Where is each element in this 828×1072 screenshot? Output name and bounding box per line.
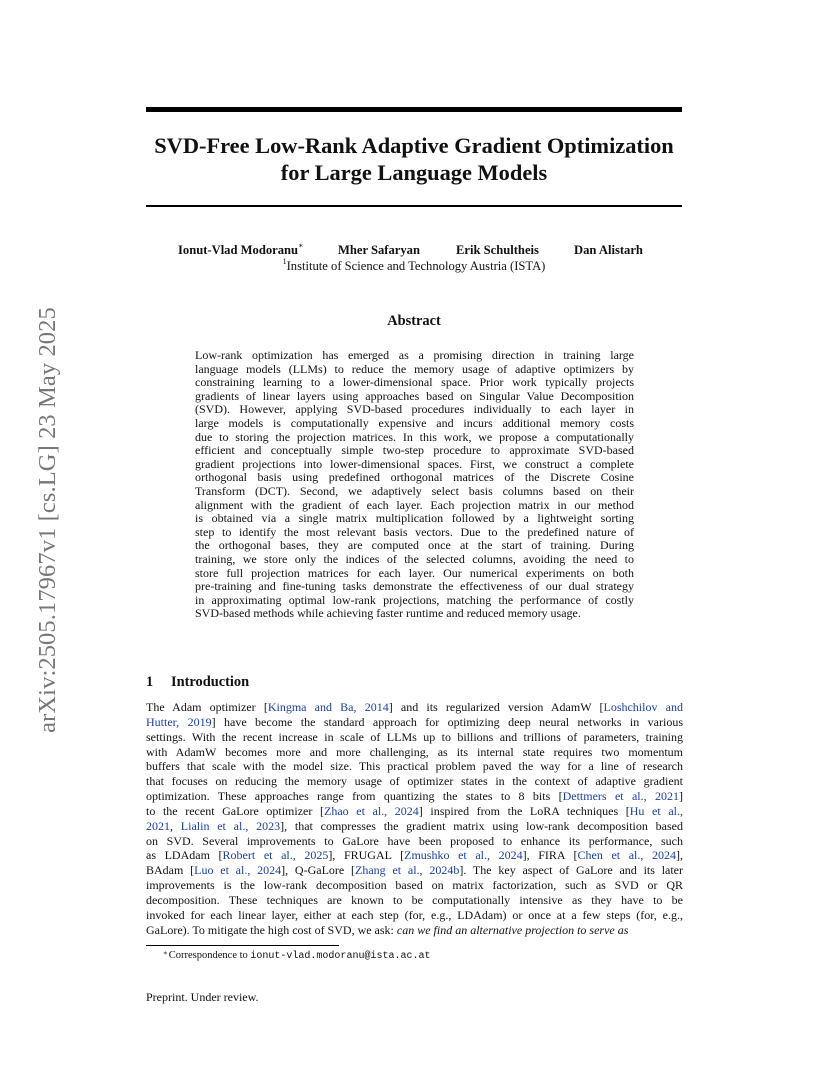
intro-line [146, 863, 683, 878]
intro-line [146, 878, 683, 893]
body-text: settings. With the recent increase in scale of LLMs up to billions and trillions of parameters, training [146, 729, 683, 744]
abstract-line: training, we store only the indices of the selected columns, avoiding the need to [195, 551, 634, 566]
body-text: to the recent GaLore optimizer [ [146, 803, 324, 818]
body-text: ] have become the standard approach for optimizing deep neural networks in various [211, 714, 683, 729]
abstract-line: step to identify the most relevant basis vectors. Due to the predefined nature of [195, 524, 634, 539]
emphasis-text: can we find an alternative projection to serve as [396, 922, 629, 937]
body-text: ], FRUGAL [ [328, 848, 405, 863]
citation-link[interactable]: Robert et al., 2025 [222, 848, 329, 863]
body-text: ], Q-GaLore [ [281, 863, 356, 878]
abstract-line: efficient and conceptually simple two-step procedure to approximate SVD-based [195, 443, 634, 458]
title-line-1: SVD-Free Low-Rank Adaptive Gradient Optimization [154, 133, 674, 158]
intro-line [146, 789, 683, 804]
abstract-line: Transform (DCT). Second, we adaptively select basis columns based on their [195, 483, 634, 498]
intro-line [146, 715, 683, 730]
abstract-line: store full projection matrices for each layer. Our numerical experiments on both [195, 565, 634, 580]
intro-line [146, 700, 683, 715]
body-text: GaLore). To mitigate the high cost of SVD, we ask: [146, 922, 397, 937]
abstract-line: Low-rank optimization has emerged as a promising direction in training large [195, 348, 634, 362]
abstract-line: SVD-based methods while achieving faster runtime and reduced memory usage. [195, 606, 581, 621]
body-text: decomposition. These techniques are known to be computationally intensive as they have to be [146, 892, 683, 907]
body-text: BAdam [ [146, 863, 195, 878]
intro-line [146, 730, 683, 745]
author-3: Erik Schultheis [456, 243, 539, 257]
intro-line [146, 834, 683, 849]
arxiv-stamp-text: arXiv:2505.17967v1 [cs.LG] 23 May 2025 [34, 307, 61, 733]
citation-link[interactable]: Zhang et al., 2024b [355, 863, 460, 878]
citation-link[interactable]: 2021 [146, 818, 170, 833]
paper-title [120, 132, 708, 186]
body-text: ], [676, 848, 683, 863]
body-text: ] and its regularized version AdamW [ [388, 700, 604, 714]
citation-link[interactable]: Luo et al., 2024 [194, 863, 282, 878]
body-text: , [170, 818, 181, 833]
section-heading [146, 674, 249, 691]
citation-link[interactable]: Loshchilov and [603, 700, 683, 714]
body-text: The Adam optimizer [ [146, 700, 268, 714]
intro-line [146, 819, 683, 834]
introduction-body [146, 700, 683, 938]
intro-line [146, 848, 683, 863]
abstract-line: the orthogonal bases, they are computed once at the start of training. During [195, 538, 634, 553]
author-2: Mher Safaryan [338, 243, 420, 257]
citation-link[interactable]: Dettmers et al., 2021 [562, 789, 679, 804]
author-4: Dan Alistarh [574, 243, 643, 257]
footnote-mark: ∗ [163, 949, 168, 957]
citation-link[interactable]: Chen et al., 2024 [577, 848, 676, 863]
abstract-heading: Abstract [387, 313, 441, 329]
abstract-line: large models is computationally expensive and incurs additional memory costs [195, 415, 634, 430]
title-top-rule [146, 107, 682, 112]
abstract-line: orthogonal basis using predefined orthogonal matrices of the Discrete Cosine [195, 470, 634, 485]
section-number: 1 [146, 674, 154, 690]
abstract-line: language models (LLMs) to reduce the memory usage of adaptive optimizers by [195, 361, 634, 376]
body-text: buffers that scale with the model size. This practical problem paved the way for a line of research [146, 759, 683, 774]
citation-link[interactable]: Kingma and Ba, 2014 [267, 700, 389, 714]
body-text: improvements is the low-rank decomposition based on matrix factorization, such as SVD or QR [146, 878, 683, 893]
abstract-body [195, 349, 634, 621]
preprint-note: Preprint. Under review. [146, 990, 259, 1004]
intro-line [146, 745, 683, 760]
intro-line [146, 759, 683, 774]
title-line-2: for Large Language Models [280, 160, 548, 185]
citation-link[interactable]: Zhao et al., 2024 [323, 803, 419, 818]
intro-line [146, 804, 683, 819]
section-title: Introduction [171, 674, 250, 690]
citation-link[interactable]: Hu et al., [629, 803, 683, 818]
abstract-line: gradient projections into lower-dimensional spaces. First, we construct a complete [195, 456, 634, 471]
body-text: ], FIRA [ [522, 848, 578, 863]
footnote [163, 950, 430, 962]
citation-link[interactable]: Hutter, 2019 [146, 714, 212, 729]
body-text: ], that compresses the gradient matrix using low-rank decomposition based [280, 818, 683, 833]
citation-link[interactable]: Zmushko et al., 2024 [404, 848, 523, 863]
body-text: invoked for each linear layer, either at each step (for, e.g., LDAdam) or once at a few steps (for, e.g., [146, 907, 683, 922]
affiliation-text: Institute of Science and Technology Austria (ISTA) [286, 259, 546, 273]
body-text: as LDAdam [ [146, 848, 223, 863]
abstract-line: alignment with the gradient of each layer. Each projection matrix in our method [195, 497, 634, 512]
body-text: ]. The key aspect of GaLore and its later [459, 863, 684, 878]
body-text: on SVD. Several improvements to GaLore have been proposed to enhance its performance, such [146, 833, 683, 848]
abstract-line: gradients of linear layers using approaches based on Singular Value Decomposition [195, 388, 634, 403]
intro-line [146, 893, 683, 908]
body-text: that focuses on reducing the memory usage of optimizer states in the context of adaptive gradient [146, 774, 683, 789]
intro-line [146, 774, 683, 789]
intro-line [146, 908, 683, 923]
footnote-rule [146, 945, 339, 946]
affiliation [146, 259, 682, 274]
title-bottom-rule [146, 205, 682, 207]
body-text: with AdamW becomes more and more challenging, as its internal state requires two momentum [146, 744, 683, 759]
abstract-line: (SVD). However, applying SVD-based procedures individually to each layer in [195, 402, 634, 417]
abstract-line: is obtained via a single matrix multiplication followed by a lightweight sorting [195, 511, 634, 526]
footnote-text: Correspondence to [168, 950, 251, 961]
abstract-line: in approximating optimal low-rank projections, matching the performance of costly [195, 592, 634, 607]
author-name: Ionut-Vlad Modoranu [178, 243, 299, 257]
body-text: ] inspired from the LoRA techniques [ [418, 803, 630, 818]
affiliation-mark: 1 [282, 257, 287, 266]
author-1 [178, 243, 303, 258]
intro-line [146, 923, 683, 938]
body-text: optimization. These approaches range from quantizing the states to 8 bits [ [146, 789, 563, 804]
footnote-email: ionut-vlad.modoranu@ista.ac.at [250, 951, 431, 962]
abstract-line: due to storing the projection matrices. In this work, we propose a computationally [195, 429, 634, 444]
abstract-line: pre-training and fine-tuning tasks demonstrate the effectiveness of our dual strategy [195, 579, 634, 594]
citation-link[interactable]: Lialin et al., 2023 [180, 818, 281, 833]
abstract-line: constraining learning to a lower-dimensional space. Prior work typically projects [195, 375, 634, 390]
body-text: ] [679, 789, 683, 804]
author-mark: ∗ [298, 241, 304, 250]
